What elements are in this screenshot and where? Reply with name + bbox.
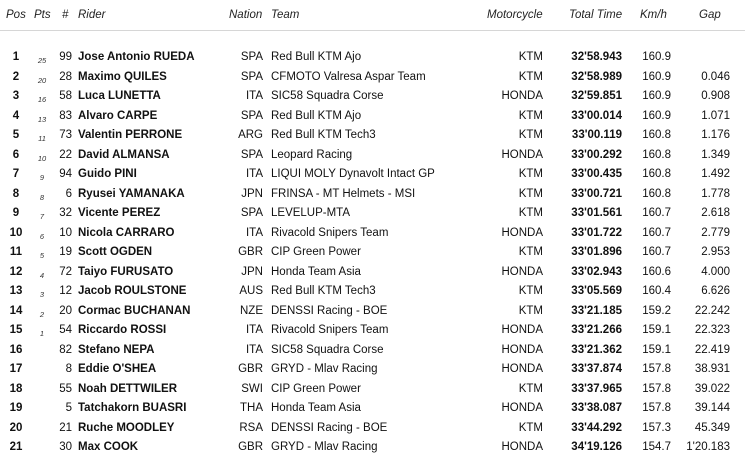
cell-number: 6: [65, 187, 72, 200]
table-row: [0, 341, 745, 361]
cell-number: 19: [59, 246, 72, 258]
cell-kmh: 157.8: [642, 363, 671, 375]
cell-motorcycle: HONDA: [501, 402, 543, 414]
cell-nation: AUS: [239, 285, 263, 297]
cell-pts: 9: [39, 173, 45, 182]
cell-pos: 19: [9, 402, 23, 414]
cell-number: 28: [59, 70, 72, 83]
cell-number: 21: [59, 421, 72, 434]
cell-pos: 12: [9, 265, 23, 278]
cell-kmh: 157.3: [642, 421, 671, 434]
cell-motorcycle: KTM: [518, 187, 543, 200]
cell-team: LEVELUP-MTA: [271, 207, 351, 219]
cell-rider: Eddie O'SHEA: [78, 363, 157, 375]
cell-pos: 17: [9, 363, 23, 375]
cell-team: Red Bull KTM Tech3: [271, 285, 376, 297]
cell-pos: 20: [9, 421, 23, 434]
table-row: [0, 87, 745, 107]
cell-pts: 5: [39, 251, 45, 260]
cell-nation: SPA: [240, 148, 263, 161]
cell-kmh: 160.8: [642, 187, 671, 200]
cell-kmh: 160.9: [642, 90, 671, 102]
cell-total-time: 33'37.965: [571, 382, 622, 395]
cell-pos: 13: [9, 285, 23, 297]
cell-kmh: 160.7: [642, 226, 671, 239]
header-pts: Pts: [34, 9, 51, 21]
cell-gap: 0.908: [701, 90, 730, 102]
cell-gap: 4.000: [701, 265, 730, 278]
cell-pos: 15: [9, 324, 23, 336]
cell-gap: 0.046: [701, 70, 730, 83]
cell-rider: David ALMANSA: [78, 148, 170, 161]
cell-kmh: 160.7: [642, 207, 671, 219]
cell-rider: Valentin PERRONE: [78, 129, 183, 141]
cell-pos: 3: [12, 90, 20, 102]
cell-motorcycle: KTM: [518, 304, 543, 317]
cell-motorcycle: HONDA: [501, 441, 543, 453]
cell-gap: 45.349: [694, 421, 730, 434]
cell-number: 12: [59, 285, 72, 297]
cell-number: 22: [59, 148, 72, 161]
table-row: [0, 380, 745, 400]
cell-rider: Stefano NEPA: [78, 343, 155, 356]
cell-pos: 14: [9, 304, 23, 317]
cell-rider: Jose Antonio RUEDA: [78, 51, 195, 63]
cell-total-time: 33'00.435: [571, 168, 622, 180]
cell-nation: ITA: [245, 226, 263, 239]
cell-total-time: 33'01.722: [571, 226, 622, 239]
cell-kmh: 154.7: [642, 441, 671, 453]
cell-gap: 2.953: [701, 246, 730, 258]
cell-gap: 38.931: [694, 363, 730, 375]
cell-total-time: 32'58.943: [571, 51, 622, 63]
cell-number: 72: [59, 265, 72, 278]
cell-motorcycle: KTM: [518, 168, 543, 180]
table-row: [0, 243, 745, 263]
cell-team: Honda Team Asia: [271, 402, 361, 414]
cell-gap: 2.779: [701, 226, 730, 239]
cell-pts: 7: [39, 212, 45, 221]
cell-gap: 22.242: [694, 304, 730, 317]
cell-pos: 2: [12, 70, 20, 83]
cell-pts: 13: [37, 114, 47, 124]
cell-pts: 6: [39, 231, 45, 241]
cell-team: GRYD - Mlav Racing: [271, 363, 378, 375]
cell-nation: GBR: [238, 363, 263, 375]
cell-gap: 1.176: [701, 129, 730, 141]
cell-rider: Cormac BUCHANAN: [78, 304, 191, 317]
cell-nation: ARG: [238, 129, 263, 141]
cell-team: Red Bull KTM Ajo: [271, 109, 362, 122]
cell-nation: RSA: [239, 421, 263, 434]
header-gap: Gap: [699, 9, 721, 21]
cell-team: GRYD - Mlav Racing: [271, 441, 378, 453]
cell-pos: 4: [12, 109, 20, 122]
table-row: [0, 399, 745, 419]
cell-number: 55: [59, 382, 72, 395]
cell-pos: 18: [9, 382, 23, 395]
cell-number: 20: [59, 304, 72, 317]
cell-number: 10: [59, 226, 72, 239]
cell-team: SIC58 Squadra Corse: [271, 343, 384, 356]
cell-kmh: 159.2: [642, 304, 671, 317]
cell-total-time: 33'21.185: [571, 304, 622, 317]
cell-pos: 9: [12, 207, 20, 219]
cell-rider: Ryusei YAMANAKA: [78, 187, 185, 200]
cell-total-time: 33'00.721: [571, 187, 622, 200]
cell-total-time: 33'44.292: [571, 421, 622, 434]
cell-motorcycle: HONDA: [501, 148, 543, 161]
cell-rider: Tatchakorn BUASRI: [78, 402, 187, 414]
table-row: [0, 68, 745, 88]
cell-number: 30: [59, 441, 72, 453]
cell-motorcycle: KTM: [518, 246, 543, 258]
cell-total-time: 33'00.292: [571, 148, 622, 161]
cell-nation: SPA: [240, 70, 263, 83]
header-nation: Nation: [229, 9, 263, 21]
cell-motorcycle: HONDA: [501, 226, 543, 239]
header-pos: Pos: [6, 9, 26, 21]
cell-rider: Taiyo FURUSATO: [78, 265, 174, 278]
cell-pos: 16: [9, 343, 23, 356]
cell-rider: Vicente PEREZ: [78, 207, 161, 219]
cell-rider: Luca LUNETTA: [78, 90, 161, 102]
cell-rider: Alvaro CARPE: [78, 109, 158, 122]
cell-team: FRINSA - MT Helmets - MSI: [271, 187, 416, 200]
cell-gap: 22.419: [694, 343, 730, 356]
cell-motorcycle: KTM: [518, 421, 543, 434]
cell-gap: 1.349: [701, 148, 730, 161]
cell-team: Leopard Racing: [271, 148, 353, 161]
header-motorcycle: Motorcycle: [487, 9, 543, 21]
cell-pts: 8: [39, 192, 45, 202]
cell-gap: 6.626: [701, 285, 730, 297]
cell-nation: SPA: [240, 51, 263, 63]
cell-motorcycle: KTM: [518, 51, 543, 63]
cell-nation: ITA: [245, 90, 263, 102]
cell-pts: 4: [39, 270, 45, 280]
cell-total-time: 32'59.851: [571, 90, 622, 102]
cell-pts: 2: [39, 309, 45, 319]
cell-rider: Scott OGDEN: [78, 246, 153, 258]
cell-motorcycle: KTM: [518, 109, 543, 122]
cell-kmh: 160.9: [642, 51, 671, 63]
table-header: [0, 0, 745, 31]
cell-team: SIC58 Squadra Corse: [271, 90, 384, 102]
cell-rider: Maximo QUILES: [78, 70, 167, 83]
cell-team: Red Bull KTM Tech3: [271, 129, 376, 141]
header-total-time: Total Time: [569, 9, 623, 21]
cell-total-time: 33'00.014: [571, 109, 622, 122]
cell-motorcycle: KTM: [518, 382, 543, 395]
cell-team: DENSSI Racing - BOE: [271, 421, 388, 434]
table-row: [0, 204, 745, 224]
cell-nation: ITA: [245, 168, 263, 180]
cell-nation: SPA: [240, 207, 263, 219]
cell-gap: 1.778: [701, 187, 730, 200]
cell-nation: NZE: [240, 304, 263, 317]
cell-number: 73: [59, 129, 72, 141]
cell-rider: Guido PINI: [78, 168, 137, 180]
cell-number: 54: [59, 324, 72, 336]
table-row: [0, 107, 745, 127]
cell-rider: Ruche MOODLEY: [78, 421, 175, 434]
cell-kmh: 160.4: [642, 285, 671, 297]
table-row: [0, 321, 745, 341]
cell-team: DENSSI Racing - BOE: [271, 304, 388, 317]
cell-pts: 11: [38, 134, 46, 143]
cell-kmh: 157.8: [642, 402, 671, 414]
cell-rider: Riccardo ROSSI: [78, 324, 167, 336]
cell-gap: 39.144: [694, 402, 730, 414]
cell-gap: 22.323: [694, 324, 730, 336]
cell-kmh: 160.9: [642, 109, 671, 122]
cell-nation: GBR: [238, 441, 263, 453]
table-row: [0, 126, 745, 146]
cell-gap: 1.492: [701, 168, 730, 180]
cell-motorcycle: KTM: [518, 129, 543, 141]
cell-pts: 3: [39, 290, 45, 299]
cell-total-time: 33'38.087: [571, 402, 622, 414]
cell-total-time: 33'05.569: [571, 285, 622, 297]
cell-kmh: 160.8: [642, 129, 671, 141]
cell-total-time: 33'37.874: [571, 363, 622, 375]
cell-motorcycle: HONDA: [501, 343, 543, 356]
cell-team: CIP Green Power: [271, 246, 361, 258]
header-number: #: [62, 9, 69, 21]
table-row: [0, 360, 745, 380]
cell-pos: 6: [12, 148, 20, 161]
cell-number: 82: [59, 343, 72, 356]
cell-nation: SPA: [240, 109, 263, 122]
cell-total-time: 33'01.561: [571, 207, 622, 219]
cell-nation: THA: [240, 402, 263, 414]
cell-rider: Noah DETTWILER: [78, 382, 178, 395]
cell-kmh: 157.8: [642, 382, 671, 395]
cell-number: 5: [65, 402, 72, 414]
cell-gap: 39.022: [694, 382, 730, 395]
cell-team: Rivacold Snipers Team: [271, 226, 389, 239]
cell-motorcycle: KTM: [518, 207, 543, 219]
cell-pos: 8: [12, 187, 20, 200]
table-row: [0, 438, 745, 458]
cell-number: 83: [59, 109, 72, 122]
cell-total-time: 34'19.126: [571, 441, 622, 453]
cell-team: Red Bull KTM Ajo: [271, 51, 362, 63]
cell-kmh: 160.7: [642, 246, 671, 258]
cell-pts: 16: [37, 95, 47, 104]
cell-number: 32: [59, 207, 72, 219]
cell-kmh: 160.8: [642, 148, 671, 161]
cell-number: 8: [65, 363, 72, 375]
table-row: [0, 302, 745, 322]
table-row: [0, 419, 745, 439]
table-row: [0, 146, 745, 166]
cell-kmh: 159.1: [642, 343, 671, 356]
cell-pts: 10: [37, 153, 47, 163]
cell-kmh: 160.9: [642, 70, 671, 83]
header-team: Team: [271, 9, 300, 21]
cell-motorcycle: KTM: [518, 285, 543, 297]
cell-total-time: 32'58.989: [571, 70, 622, 83]
cell-team: CFMOTO Valresa Aspar Team: [271, 70, 426, 83]
cell-pos: 11: [9, 246, 23, 258]
cell-pts: 25: [37, 56, 47, 65]
cell-pos: 10: [9, 226, 23, 239]
cell-nation: SWI: [241, 382, 263, 395]
cell-motorcycle: HONDA: [501, 363, 543, 375]
cell-team: Honda Team Asia: [271, 265, 361, 278]
cell-motorcycle: HONDA: [501, 265, 543, 278]
header-kmh: Km/h: [640, 9, 667, 21]
cell-number: 99: [59, 51, 72, 63]
table-row: [0, 185, 745, 205]
cell-nation: GBR: [238, 246, 263, 258]
cell-pos: 1: [12, 51, 20, 63]
cell-number: 58: [59, 90, 72, 102]
cell-nation: ITA: [245, 324, 263, 336]
cell-pts: 1: [39, 329, 45, 338]
cell-pos: 7: [12, 168, 20, 180]
cell-rider: Jacob ROULSTONE: [78, 285, 187, 297]
cell-kmh: 159.1: [642, 324, 671, 336]
cell-total-time: 33'21.266: [571, 324, 622, 336]
cell-pos: 21: [9, 441, 23, 453]
cell-motorcycle: KTM: [518, 70, 543, 83]
table-row: [0, 165, 745, 185]
cell-nation: JPN: [241, 265, 263, 278]
cell-kmh: 160.6: [642, 265, 671, 278]
cell-team: Rivacold Snipers Team: [271, 324, 389, 336]
cell-team: LIQUI MOLY Dynavolt Intact GP: [271, 168, 435, 180]
table-row: [0, 282, 745, 302]
header-rider: Rider: [78, 9, 106, 21]
cell-team: CIP Green Power: [271, 382, 361, 395]
table-row: [0, 263, 745, 283]
cell-pts: 20: [37, 75, 47, 85]
cell-motorcycle: HONDA: [501, 324, 543, 336]
table-row: [0, 224, 745, 244]
cell-pos: 5: [12, 129, 20, 141]
cell-total-time: 33'00.119: [571, 129, 622, 141]
cell-nation: ITA: [245, 343, 263, 356]
cell-motorcycle: HONDA: [501, 90, 543, 102]
cell-nation: JPN: [241, 187, 263, 200]
cell-rider: Max COOK: [78, 441, 139, 453]
cell-gap: 1.071: [701, 109, 730, 122]
table-row: [0, 48, 745, 68]
cell-number: 94: [59, 168, 72, 180]
cell-total-time: 33'01.896: [571, 246, 622, 258]
cell-total-time: 33'02.943: [571, 265, 622, 278]
cell-rider: Nicola CARRARO: [78, 226, 175, 239]
cell-total-time: 33'21.362: [571, 343, 622, 356]
cell-gap: 2.618: [701, 207, 730, 219]
cell-kmh: 160.8: [642, 168, 671, 180]
cell-gap: 1'20.183: [686, 441, 730, 453]
